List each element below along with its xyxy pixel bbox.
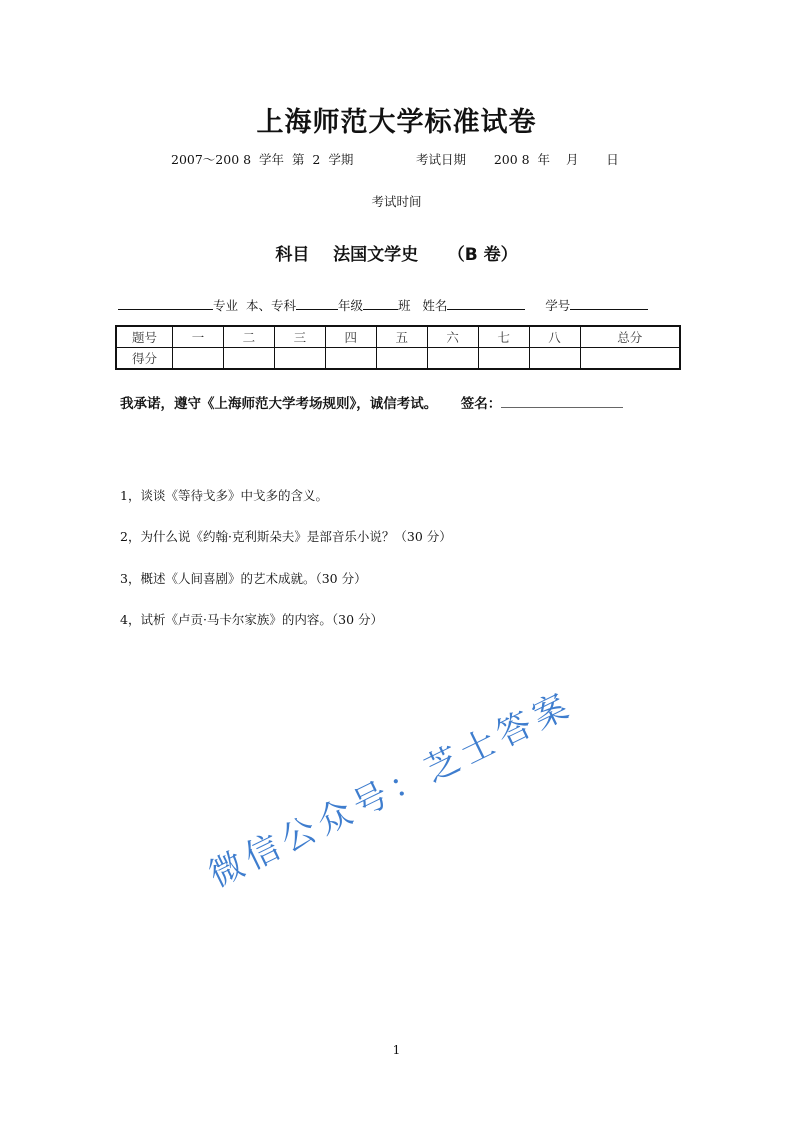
exam-title: 上海师范大学标准试卷	[256, 107, 537, 138]
score-row	[116, 348, 680, 370]
header-cell: 三	[274, 326, 325, 348]
score-cell[interactable]	[376, 348, 427, 370]
score-table	[115, 325, 681, 370]
page-number: 1	[392, 1043, 401, 1057]
header-cell: 总分	[580, 326, 680, 348]
major-label: 专业	[213, 298, 239, 313]
student-id-blank[interactable]	[570, 297, 648, 310]
header-cell: 六	[427, 326, 478, 348]
header-cell: 一	[173, 326, 224, 348]
header-cell: 二	[223, 326, 274, 348]
header-cell: 七	[478, 326, 529, 348]
score-table-header-row	[116, 326, 680, 348]
term-line: 2007～200 8 学年 第 2 学期	[171, 152, 354, 167]
level-blank[interactable]	[296, 297, 338, 310]
student-id-label: 学号	[525, 298, 571, 313]
header-cell: 八	[529, 326, 580, 348]
pledge-text: 我承诺，遵守《上海师范大学考场规则》，诚信考试。 签名：	[120, 396, 502, 412]
exam-date-line: 考试日期 200 8 年 月 日	[416, 152, 619, 167]
score-cell[interactable]	[325, 348, 376, 370]
header-cell: 五	[376, 326, 427, 348]
student-info-line	[118, 296, 648, 314]
score-cell[interactable]	[223, 348, 274, 370]
score-cell[interactable]	[478, 348, 529, 370]
score-cell[interactable]	[427, 348, 478, 370]
name-blank[interactable]	[447, 297, 525, 310]
watermark: 微信公众号：芝士答案	[202, 684, 580, 896]
question-3: 3，概述《人间喜剧》的艺术成就。（30 分）	[120, 571, 367, 586]
grade-blank[interactable]	[363, 297, 398, 310]
score-cell[interactable]	[173, 348, 224, 370]
score-row-label: 得分	[116, 348, 173, 370]
score-cell[interactable]	[529, 348, 580, 370]
header-cell: 四	[325, 326, 376, 348]
exam-time-label: 考试时间	[371, 194, 422, 209]
grade-label: 年级	[337, 298, 363, 313]
subject-heading: 科目 法国文学史 （B 卷）	[275, 245, 518, 265]
honesty-pledge	[120, 392, 623, 412]
question-2: 2，为什么说《约翰·克利斯朵夫》是部音乐小说？（30 分）	[120, 529, 452, 544]
score-cell[interactable]	[274, 348, 325, 370]
score-cell[interactable]	[580, 348, 680, 370]
header-cell: 题号	[116, 326, 173, 348]
question-1: 1，谈谈《等待戈多》中戈多的含义。	[120, 488, 328, 503]
signature-blank[interactable]	[501, 395, 623, 408]
level-label: 本、专科	[238, 298, 296, 313]
class-name-label: 班 姓名	[397, 298, 448, 313]
question-4: 4，试析《卢贡·马卡尔家族》的内容。（30 分）	[120, 612, 384, 627]
major-blank[interactable]	[118, 297, 213, 310]
